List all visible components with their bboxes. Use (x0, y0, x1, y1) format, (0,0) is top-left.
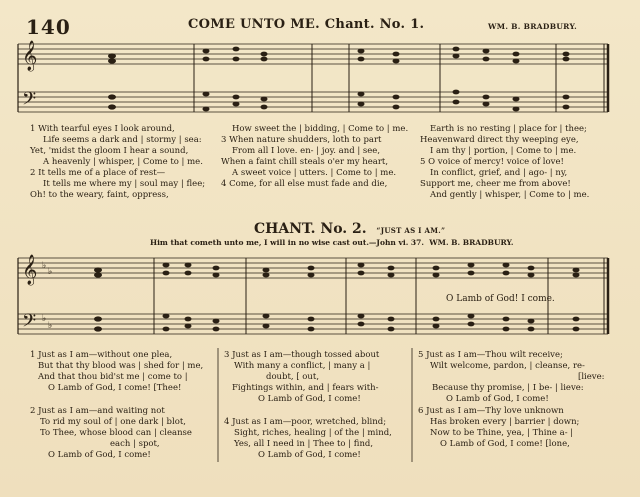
text-line: O Lamb of God, I come! [Thee! (48, 383, 182, 393)
epigraph: Him that cometh unto me, I will in no wise cast out.—John vi. 37. (150, 238, 424, 247)
svg-text:♭: ♭ (48, 321, 53, 331)
chant2-title-text: CHANT. No. 2. (254, 221, 367, 237)
text-line: [lieve: (578, 372, 605, 382)
text-line: A heavenly | whisper, | Come to | me. (43, 157, 203, 167)
text-line: Life seems a dark and | stormy | sea: (43, 135, 202, 145)
text-line: 5 O voice of mercy! voice of love! (420, 157, 564, 167)
text-line: To rid my soul of | one dark | blot, (40, 417, 186, 427)
text-line: A sweet voice | utters. | Come to | me. (232, 168, 397, 178)
text-line: Because thy promise, | I be- | lieve: (432, 383, 584, 393)
text-line: 3 Just as I am—though tossed about (224, 350, 380, 360)
text-line: Fightings within, and | fears with- (232, 383, 379, 393)
svg-text:♭: ♭ (42, 261, 47, 271)
text-line: Sight, riches, healing | of the | mind, (234, 428, 392, 438)
text-line: In conflict, grief, and | ago- | ny, (430, 168, 568, 178)
text-line: O Lamb of God, I come! [lone, (440, 439, 570, 449)
text-line: From all I love. en- | joy. and | see, (232, 146, 381, 156)
text-line: Support me, cheer me from above! (420, 179, 571, 189)
text-line: each | spot, (110, 439, 160, 449)
svg-text:𝄢: 𝄢 (22, 311, 37, 336)
text-line: With many a conflict, | many a | (234, 361, 371, 371)
text-line: Oh! to the weary, faint, oppress, (30, 190, 169, 200)
text-line: When a faint chill steals o'er my heart, (221, 157, 389, 167)
text-line: O Lamb of God, I come! (258, 394, 361, 404)
text-line: And that thou bid'st me | come to | (38, 372, 188, 382)
text-line: How sweet the | bidding, | Come to | me. (232, 124, 409, 134)
text-line: 4 Come, for all else must fade and die, (221, 179, 388, 189)
text-line: Has broken every | barrier | down; (430, 417, 580, 427)
chant2-composer: WM. B. BRADBURY. (429, 238, 514, 247)
text-line: O Lamb of God, I come! (258, 450, 361, 460)
svg-text:𝄞: 𝄞 (22, 255, 38, 285)
text-line: 4 Just as I am—poor, wretched, blind; (224, 417, 387, 427)
svg-text:♭: ♭ (42, 314, 47, 324)
text-line: 2 It tells me of a place of rest— (30, 168, 166, 178)
text-line: Earth is no resting | place for | thee; (430, 124, 587, 134)
svg-text:𝄞: 𝄞 (22, 41, 38, 71)
chant2-refrain: O Lamb of God! I come. (446, 294, 555, 304)
text-line: 5 Just as I am—Thou wilt receive; (418, 350, 563, 360)
text-line: 2 Just as I am—and waiting not (30, 406, 165, 416)
text-line: And gently | whisper, | Come to | me. (430, 190, 590, 200)
text-line: 1 With tearful eyes I look around, (30, 124, 175, 134)
text-line: To Thee, whose blood can | cleanse (40, 428, 192, 438)
text-line: Yes, all I need in | Thee to | find, (234, 439, 374, 449)
text-line: Heavenward direct thy weeping eye, (420, 135, 579, 145)
text-line: doubt, [ out, (266, 372, 320, 382)
text-line: 6 Just as I am—Thy love unknown (418, 406, 564, 416)
text-line: 1 Just as I am—without one plea, (30, 350, 173, 360)
text-line: O Lamb of God, I come! (446, 394, 549, 404)
svg-text:𝄢: 𝄢 (22, 89, 37, 114)
text-line: 3 When nature shudders, loth to part (221, 135, 382, 145)
page-number: 140 (26, 15, 71, 39)
chant1-title: COME UNTO ME. Chant. No. 1. (188, 17, 425, 32)
text-line: It tells me where my | soul may | flee; (43, 179, 206, 189)
text-line: Yet, 'midst the gloom I hear a sound, (30, 146, 189, 156)
text-line: I am thy | portion, | Come to | me. (430, 146, 577, 156)
text-line: O Lamb of God, I come! (48, 450, 151, 460)
text-line: Now to be Thine, yea, | Thine a- | (430, 428, 574, 438)
chant1-composer: WM. B. BRADBURY. (488, 22, 578, 31)
chant2-subtitle: “JUST AS I AM.” (376, 226, 446, 235)
text-line: But that thy blood was | shed for | me, (38, 361, 204, 371)
text-line: Wilt welcome, pardon, | cleanse, re- (430, 361, 585, 371)
svg-text:♭: ♭ (48, 267, 53, 277)
